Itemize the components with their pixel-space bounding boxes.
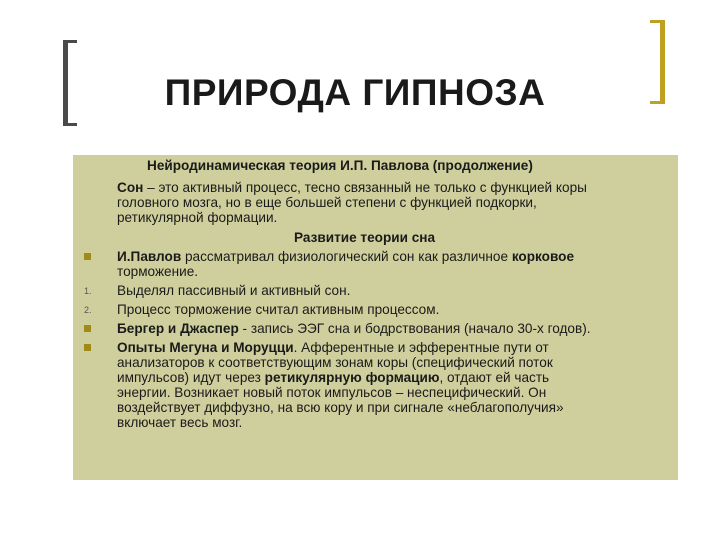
item-pavlov-line-1 [117, 249, 574, 264]
item-megun-line-6 [117, 415, 242, 430]
item-megun-line-1 [117, 340, 549, 355]
item-megun-line-3 [117, 370, 549, 385]
item-sleep-types-text: Выделял пассивный и активный сон. [117, 283, 351, 298]
item-megun-line-6-text: включает весь мозг. [117, 415, 243, 430]
intro-line-2 [117, 195, 537, 210]
right-bracket-decoration [650, 20, 665, 104]
intro-line-3 [117, 210, 277, 225]
item-berger-rest: - запись ЭЭГ сна и бодрствования (начало 30-х годов). [238, 321, 591, 336]
section-heading-text: Развитие теории сна [294, 230, 436, 245]
item-megun-line-3-pre: импульсов) идут через [117, 370, 265, 385]
item-megun-line-2 [117, 355, 553, 370]
item-megun-line-4 [117, 385, 546, 400]
item-megun-line-2-text: анализаторов к соответствующим зонам коры (специфический поток [117, 355, 553, 370]
bullet-number-2: 2. [84, 305, 92, 315]
bullet-square-icon [84, 325, 91, 332]
item-megun-lead: Опыты Мегуна и Моруцци [117, 340, 294, 355]
item-pavlov-line-2-text: торможение. [117, 264, 199, 279]
intro-line-2-text: головного мозга, но в еще большей степени с функцией подкорки, [117, 195, 537, 210]
item-berger [117, 321, 591, 336]
intro-line-3-text: ретикулярной формации. [117, 210, 278, 225]
item-pavlov-mid: рассматривал физиологический сон как различное [181, 249, 512, 264]
bullet-square-icon [84, 253, 91, 260]
item-megun-line-3-post: , отдают ей часть [439, 370, 550, 385]
subtitle [147, 158, 533, 173]
item-inhibition [117, 302, 439, 317]
item-berger-lead: Бергер и Джаспер [117, 321, 239, 336]
slide-title: ПРИРОДА ГИПНОЗА [164, 72, 546, 113]
item-sleep-types [117, 283, 350, 298]
intro-line-1-rest: – это активный процесс, тесно связанный не только с функцией коры [143, 180, 587, 195]
item-pavlov-bold-tail: корковое [511, 249, 575, 264]
item-inhibition-text: Процесс торможение считал активным процессом. [117, 302, 440, 317]
section-heading [294, 230, 435, 245]
item-megun-line-1-rest: . Афферентные и эфферентные пути от [293, 340, 549, 355]
item-megun-line-5-text: воздействует диффузно, на всю кору и при сигнале «неблагополучия» [117, 400, 564, 415]
bullet-number-1: 1. [84, 286, 92, 296]
item-megun-line-5 [117, 400, 564, 415]
subtitle-text: Нейродинамическая теория И.П. Павлова (продолжение) [147, 158, 533, 173]
item-megun-line-4-text: энергии. Возникает новый поток импульсов – неспецифический. Он [117, 385, 547, 400]
intro-line-1 [117, 180, 587, 195]
left-bracket-decoration [63, 40, 77, 126]
item-megun-line-3-bold: ретикулярную формацию [264, 370, 440, 385]
item-pavlov-lead: И.Павлов [117, 249, 182, 264]
intro-term: Сон [117, 180, 144, 195]
item-pavlov-line-2 [117, 264, 198, 279]
bullet-square-icon [84, 344, 91, 351]
